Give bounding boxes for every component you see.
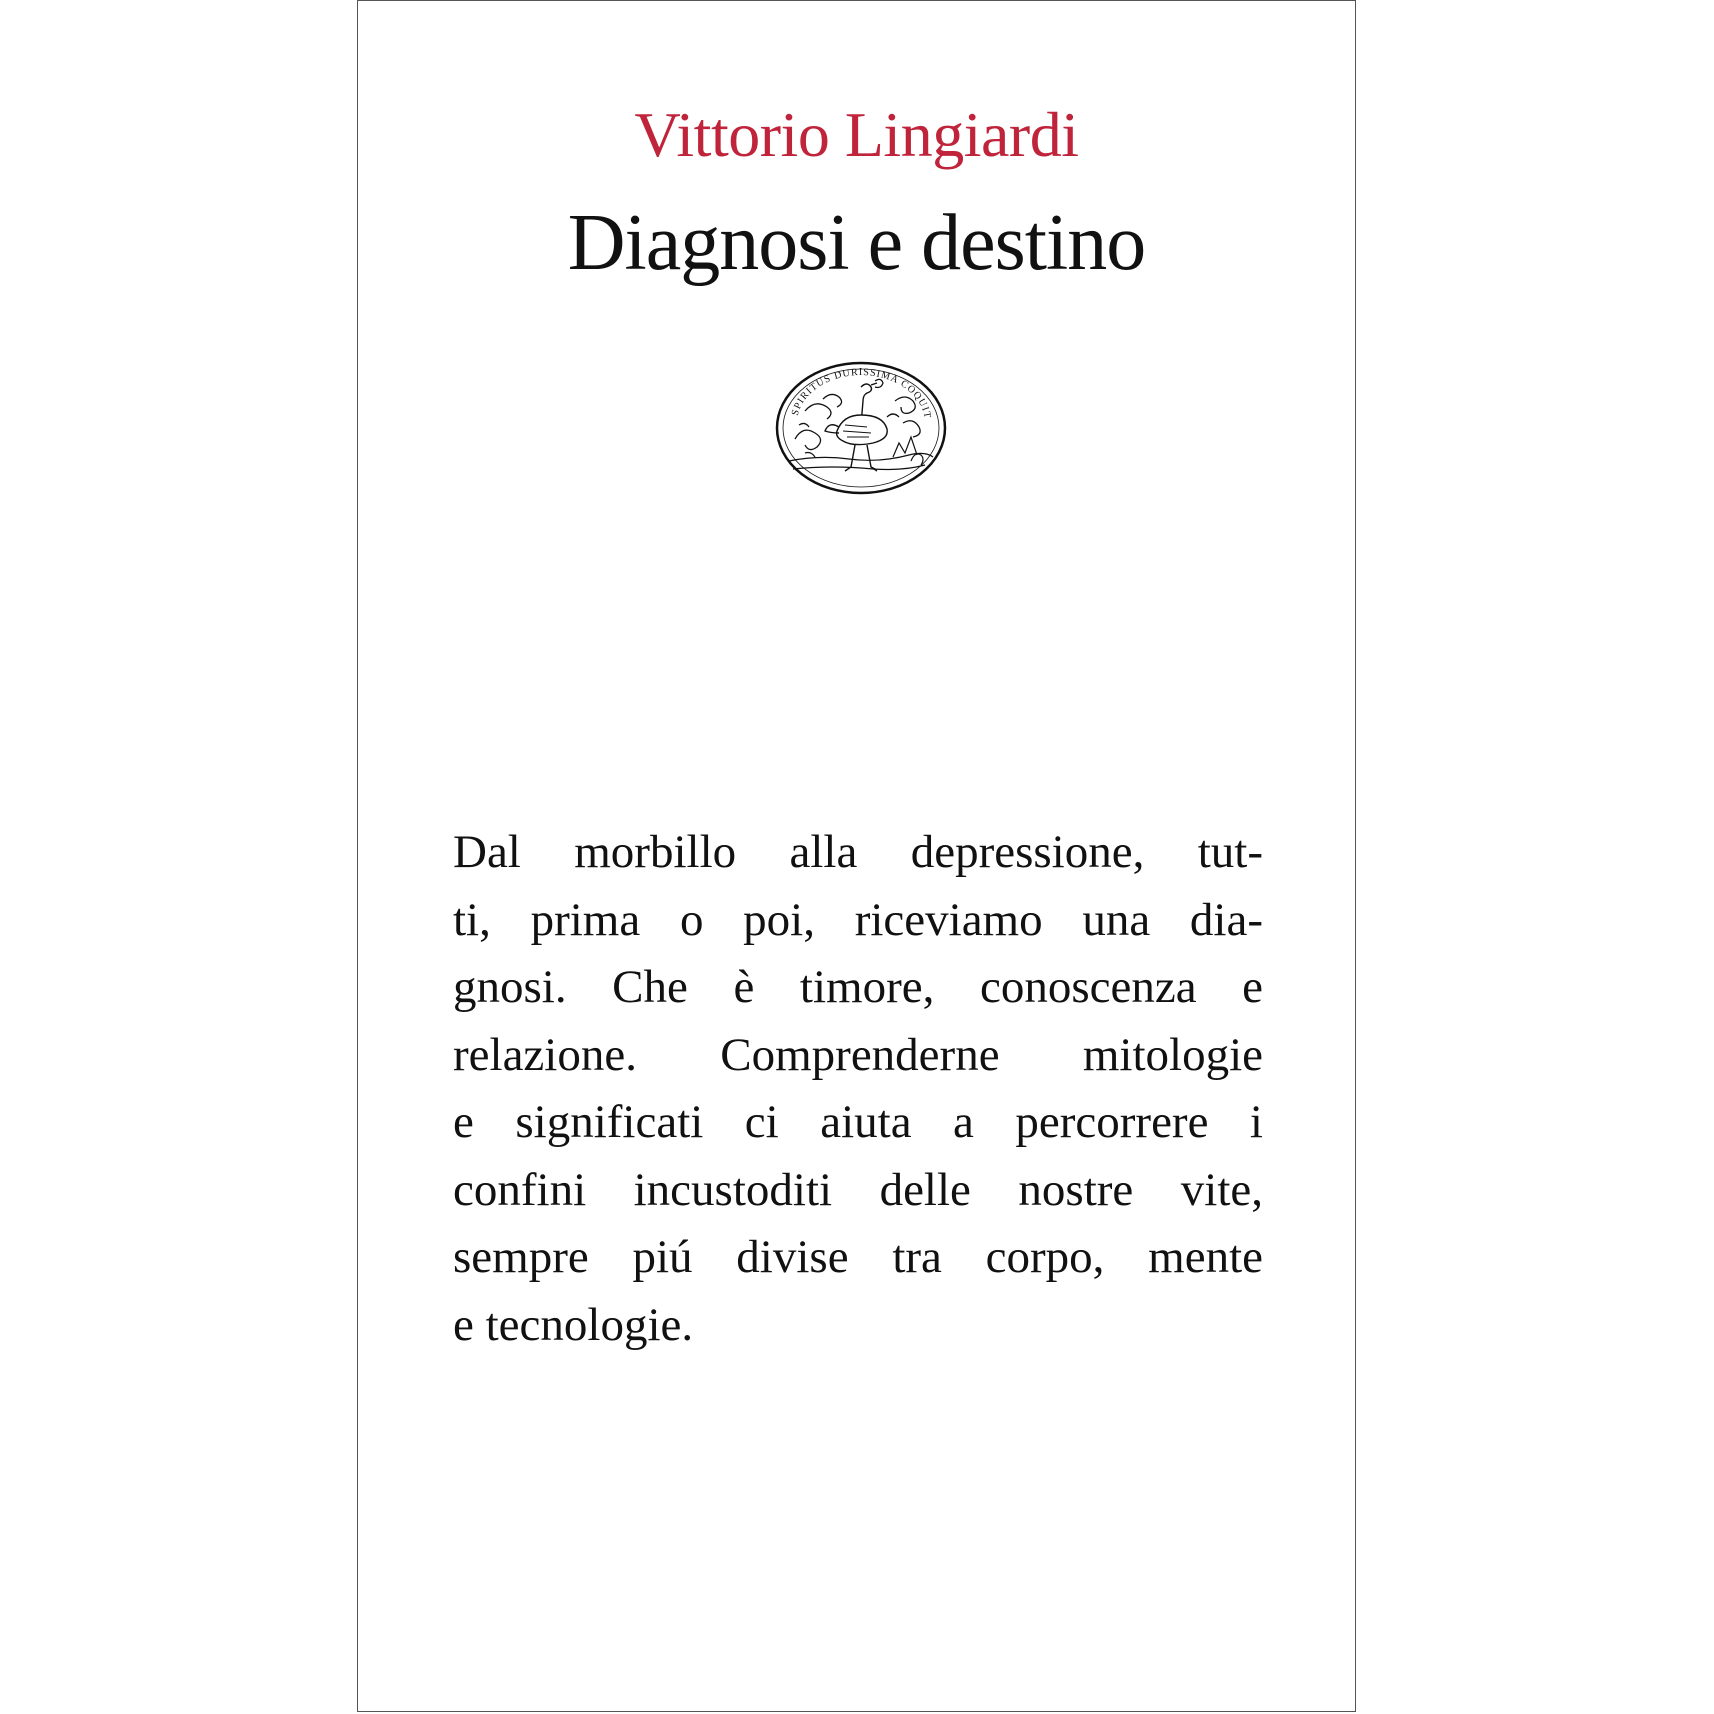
blurb-line: ti, prima o poi, riceviamo una dia- — [453, 893, 1263, 946]
blurb-text — [453, 819, 1263, 1359]
blurb-line: e significati ci aiuta a percorrere i — [453, 1096, 1263, 1148]
blurb-line: Dal morbillo alla depressione, tut- — [453, 826, 1263, 878]
blurb-line: sempre piú divise tra corpo, mente — [453, 1231, 1263, 1283]
book-title: Diagnosi e destino — [567, 199, 1146, 287]
ostrich-emblem-icon — [775, 361, 947, 495]
emblem-motto-path: SPIRITUS DURISSIMA COQUIT — [789, 366, 933, 420]
blurb-line: gnosi. Che è timore, conoscenza e — [453, 961, 1263, 1013]
blurb-line: relazione. Comprenderne mitologie — [453, 1028, 1263, 1081]
blurb-line: e tecnologie. — [453, 1298, 694, 1351]
author-name: Vittorio Lingiardi — [634, 99, 1079, 170]
book-cover — [357, 0, 1356, 1712]
blurb-line: confini incustoditi delle nostre vite, — [453, 1163, 1263, 1216]
